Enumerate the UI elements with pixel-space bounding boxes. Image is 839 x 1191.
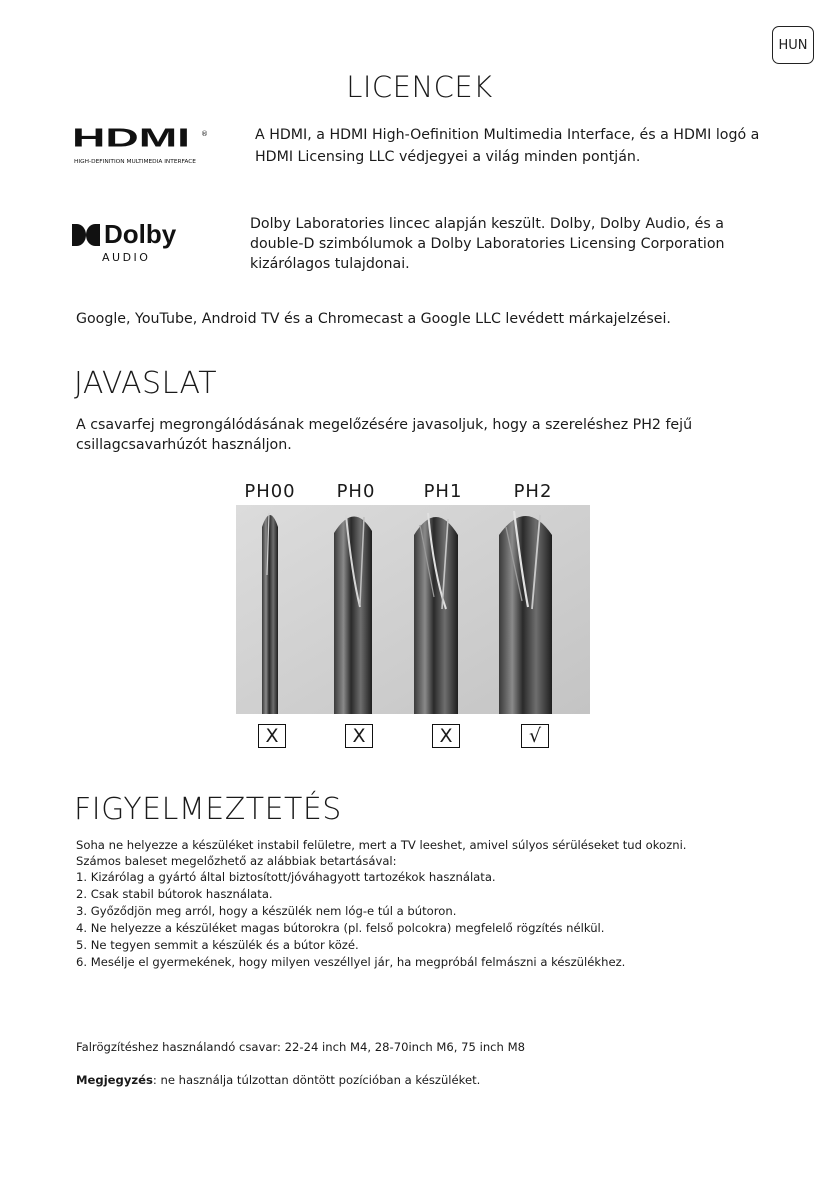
bit-ph1: [414, 513, 458, 714]
recommendation-heading: JAVASLAT: [74, 366, 218, 401]
dolby-license-text: Dolby Laboratories lincec alapján keszült. Dolby, Dolby Audio, és a double-D szimbólumok a Dolby Laboratories Licensing Corporation kizárólagos tulajdonai.: [250, 216, 725, 272]
note-label: Megjegyzés: [76, 1073, 153, 1087]
warning-line: 3. Győződjön meg arról, hogy a készülék nem lóg-e túl a bútoron.: [76, 904, 457, 918]
bit-ph2: [499, 511, 552, 714]
warning-line: 2. Csak stabil bútorok használata.: [76, 887, 273, 901]
bit-label-ph00: PH00: [244, 481, 296, 502]
hdmi-logo-word: HDMI: [72, 126, 190, 152]
bit-mark-ph0: X: [345, 724, 373, 748]
screwdriver-bits-photo: [236, 505, 590, 714]
warning-line: Számos baleset megelőzhető az alábbiak betartásával:: [76, 854, 397, 868]
warning-line: 5. Ne tegyen semmit a készülék és a bútor közé.: [76, 938, 359, 952]
google-trademark-text: Google, YouTube, Android TV és a Chromecast a Google LLC levédett márkajelzései.: [76, 311, 671, 327]
dolby-logo-audio: AUDIO: [102, 251, 151, 264]
dolby-double-d-icon: [72, 224, 102, 246]
hdmi-logo-tagline: HIGH-DEFINITION MULTIMEDIA INTERFACE: [74, 159, 196, 165]
dolby-logo-word: Dolby: [104, 219, 177, 249]
hdmi-license-text: A HDMI, a HDMI High-Oefinition Multimedia Interface, és a HDMI logó a HDMI Licensing LLC védjegyei a világ minden pontján.: [255, 127, 760, 165]
bit-label-ph0: PH0: [336, 481, 376, 502]
dolby-audio-logo: [72, 220, 192, 270]
bit-mark-ph00: X: [258, 724, 286, 748]
hdmi-logo-registered: ®: [201, 130, 208, 138]
licenses-heading: LICENCEK: [346, 70, 493, 104]
bit-label-ph2: PH2: [513, 481, 553, 502]
warning-line: Soha ne helyezze a készüléket instabil felületre, mert a TV leeshet, amivel súlyos sérüléseket tud okozni.: [76, 838, 687, 852]
bit-label-ph1: PH1: [423, 481, 463, 502]
recommendation-text: A csavarfej megrongálódásának megelőzésére javasoljuk, hogy a szereléshez PH2 fejű csillagcsavarhúzót használjon.: [76, 417, 693, 453]
note-text: : ne használja túlzottan döntött pozícióban a készüléket.: [152, 1073, 481, 1087]
bit-mark-ph1: X: [432, 724, 460, 748]
bit-ph0: [334, 515, 372, 714]
wall-mount-screw-note: Falrögzítéshez használandó csavar: 22-24 inch M4, 28-70inch M6, 75 inch M8: [76, 1040, 525, 1054]
warning-heading: FIGYELMEZTETÉS: [74, 792, 342, 827]
bit-ph00: [262, 513, 278, 714]
warning-line: 1. Kizárólag a gyártó által biztosított/jóváhagyott tartozékok használata.: [76, 870, 496, 884]
warning-line: 6. Mesélje el gyermekének, hogy milyen veszéllyel jár, ha megpróbál felmászni a készülékhez.: [76, 955, 626, 969]
language-badge: HUN: [772, 26, 814, 64]
tilt-note: [76, 1073, 480, 1087]
warning-line: 4. Ne helyezze a készüléket magas bútorokra (pl. felső polcokra) megfelelő rögzítés nélkül.: [76, 921, 605, 935]
hdmi-logo: [72, 126, 212, 168]
bit-mark-ph2: √: [521, 724, 549, 748]
